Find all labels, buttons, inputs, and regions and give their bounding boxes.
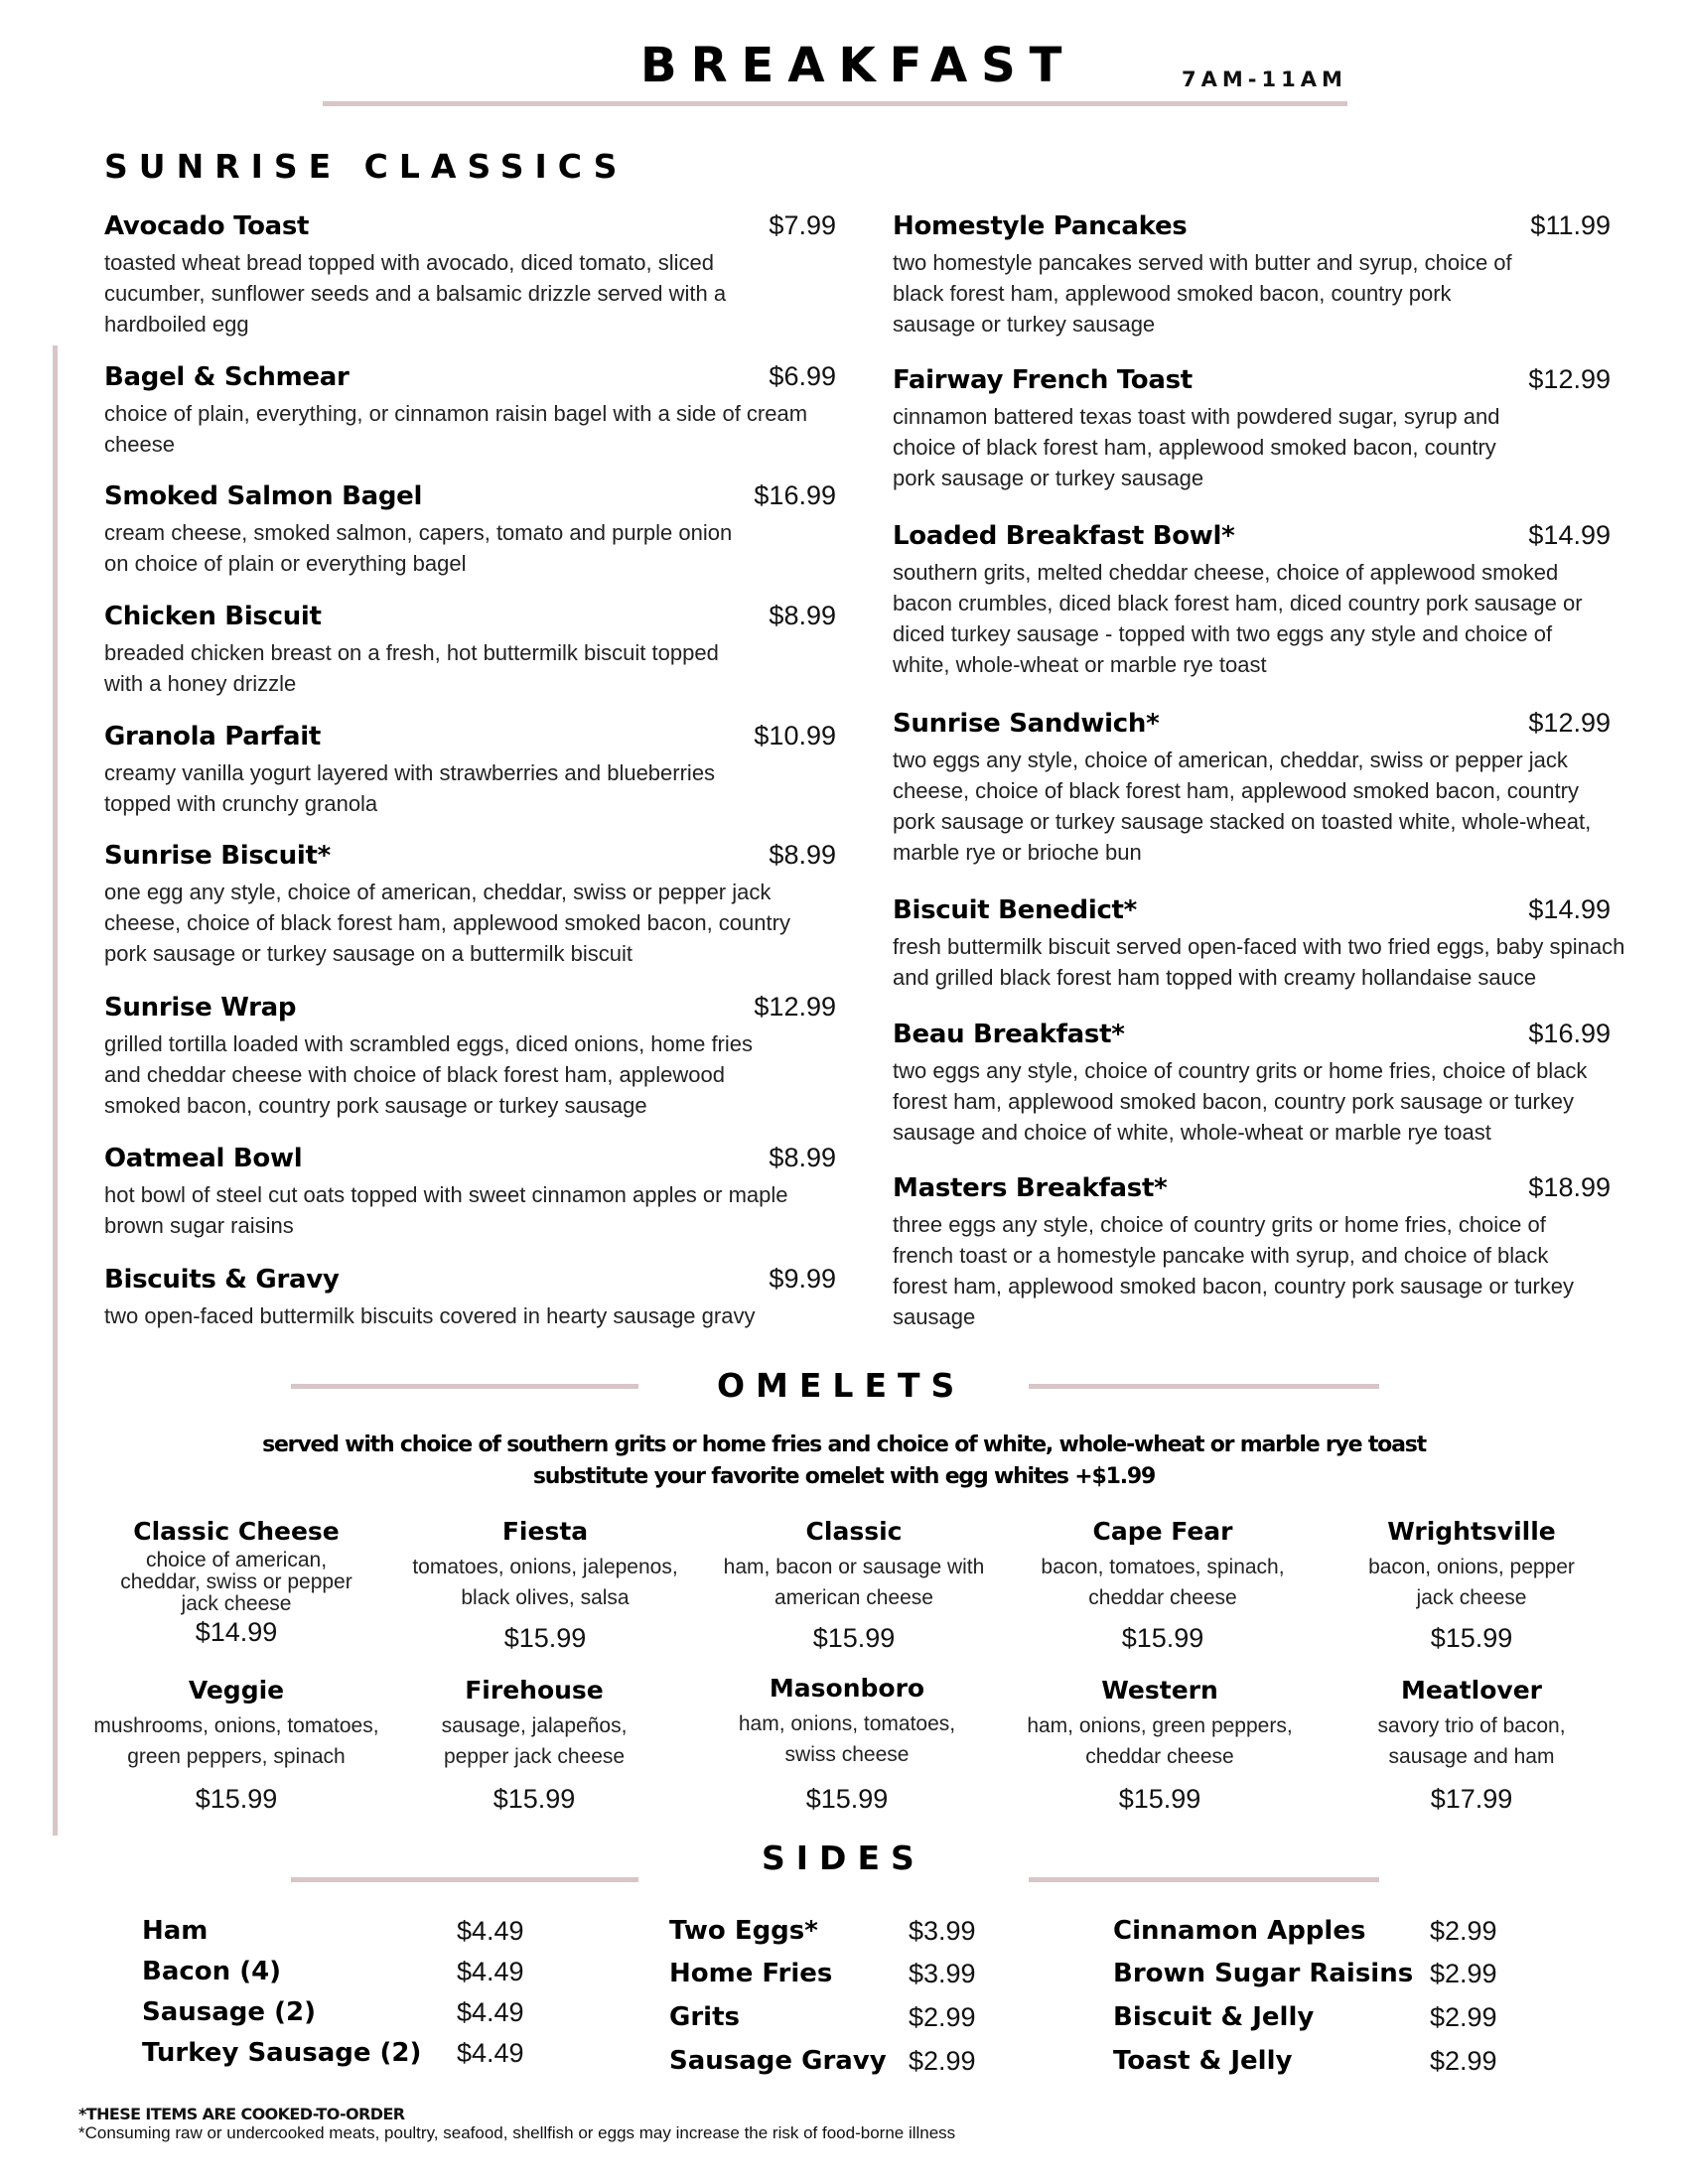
omelet-name: Wrightsville: [1387, 1517, 1556, 1546]
omelets-divider-right: [1029, 1384, 1379, 1389]
omelet-item: [385, 1676, 683, 1815]
item-price: $16.99: [754, 480, 836, 510]
omelet-name: Veggie: [188, 1676, 285, 1705]
menu-item: [104, 361, 836, 460]
omelet-item: [87, 1676, 385, 1815]
item-name: Fairway French Toast: [893, 365, 1193, 395]
item-name: Sunrise Sandwich*: [893, 709, 1160, 739]
side-price: $2.99: [909, 2002, 976, 2032]
side-price: $3.99: [909, 1916, 976, 1946]
item-price: $12.99: [1528, 364, 1611, 394]
item-description: two eggs any style, choice of american, cheddar, swiss or pepper jack cheese, choice of black forest ham, applewood smoked bacon, country pork sausage or turkey sausage stacked on toasted white, whole-wheat, marble rye or brioche bun: [893, 748, 1592, 865]
item-name: Loaded Breakfast Bowl*: [893, 521, 1235, 551]
item-name: Sunrise Biscuit*: [104, 841, 331, 871]
item-description: three eggs any style, choice of country grits or home fries, choice of french toast or a homestyle pancake with syrup, and choice of black forest ham, applewood smoked bacon, country pork sausage or turkey sausage: [893, 1212, 1575, 1329]
omelet-description: ham, bacon or sausage with american cheese: [723, 1556, 985, 1609]
omelet-name: Cape Fear: [1092, 1517, 1233, 1546]
item-price: $12.99: [754, 992, 836, 1022]
omelet-item: [1011, 1676, 1309, 1815]
omelet-description: choice of american, cheddar, swiss or pepper jack cheese: [120, 1549, 352, 1615]
sides-divider-right: [1029, 1877, 1379, 1882]
omelets-note-egg-whites: substitute your favorite omelet with egg whites +$1.99: [532, 1464, 1156, 1489]
item-name: Smoked Salmon Bagel: [104, 481, 423, 511]
omelet-name: Classic Cheese: [133, 1517, 340, 1546]
omelet-price: $17.99: [1430, 1784, 1513, 1814]
omelet-price: $15.99: [1118, 1784, 1201, 1814]
omelet-description: ham, onions, tomatoes, swiss cheese: [738, 1712, 956, 1766]
omelet-description: ham, onions, green peppers, cheddar cheese: [1027, 1714, 1293, 1768]
side-name: Cinnamon Apples: [1113, 1916, 1366, 1946]
item-description: southern grits, melted cheddar cheese, choice of applewood smoked bacon crumbles, diced black forest ham, diced country pork sausage or diced turkey sausage - topped with two eggs any style and choice of white, whole-wheat or marble rye toast: [893, 560, 1583, 677]
item-price: $8.99: [769, 601, 836, 630]
omelet-item: [396, 1517, 694, 1654]
side-name: Home Fries: [669, 1959, 833, 1988]
side-price: $2.99: [1430, 1916, 1497, 1946]
item-name: Homestyle Pancakes: [893, 211, 1188, 241]
title-divider: [323, 101, 1347, 106]
section-heading-sides: SIDES: [762, 1839, 925, 1877]
omelet-description: mushrooms, onions, tomatoes, green peppers, spinach: [93, 1714, 379, 1768]
menu-item: [893, 708, 1611, 868]
omelet-item: [698, 1674, 996, 1815]
item-price: $16.99: [1528, 1019, 1611, 1048]
side-name: Sausage (2): [142, 1997, 316, 2027]
side-name: Sausage Gravy: [669, 2046, 887, 2076]
omelet-name: Masonboro: [769, 1674, 925, 1703]
side-name: Toast & Jelly: [1113, 2046, 1293, 2076]
side-price: $2.99: [1430, 2002, 1497, 2032]
section-heading-omelets: OMELETS: [717, 1366, 966, 1405]
item-description: two open-faced buttermilk biscuits covered in hearty sausage gravy: [104, 1303, 756, 1328]
item-description: cinnamon battered texas toast with powdered sugar, syrup and choice of black forest ham, applewood smoked bacon, country pork sausage or turkey sausage: [893, 404, 1500, 490]
omelet-description: bacon, tomatoes, spinach, cheddar cheese: [1041, 1556, 1285, 1609]
side-price: $2.99: [1430, 2046, 1497, 2076]
item-name: Biscuits & Gravy: [104, 1265, 340, 1295]
omelets-note: [99, 1430, 1589, 1493]
item-description: two homestyle pancakes served with butter and syrup, choice of black forest ham, applewood smoked bacon, country pork sausage or turkey sausage: [893, 250, 1512, 337]
item-name: Biscuit Benedict*: [893, 895, 1137, 925]
item-price: $6.99: [769, 361, 836, 391]
omelet-price: $15.99: [805, 1784, 889, 1814]
omelet-price: $15.99: [812, 1623, 896, 1653]
menu-item: [893, 1172, 1611, 1332]
omelets-divider-left: [291, 1384, 638, 1389]
item-price: $7.99: [769, 210, 836, 240]
menu-item: [893, 894, 1625, 993]
item-description: creamy vanilla yogurt layered with strawberries and blueberries topped with crunchy granola: [104, 760, 716, 816]
omelet-description: sausage, jalapeños, pepper jack cheese: [441, 1714, 628, 1768]
omelet-price: $14.99: [195, 1617, 278, 1647]
omelet-item: [705, 1517, 1003, 1654]
omelet-name: Western: [1101, 1676, 1218, 1705]
item-description: one egg any style, choice of american, cheddar, swiss or pepper jack cheese, choice of black forest ham, applewood smoked bacon, country pork sausage or turkey sausage on a buttermilk biscuit: [104, 880, 790, 966]
menu-item: [104, 840, 836, 969]
side-price: $2.99: [909, 2046, 976, 2076]
omelet-description: savory trio of bacon, sausage and ham: [1377, 1714, 1566, 1768]
item-price: $14.99: [1528, 520, 1611, 550]
menu-item: [893, 210, 1611, 340]
item-description: cream cheese, smoked salmon, capers, tomato and purple onion on choice of plain or everything bagel: [104, 520, 733, 576]
menu-item: [104, 480, 836, 579]
omelet-price: $15.99: [492, 1784, 576, 1814]
item-description: two eggs any style, choice of country grits or home fries, choice of black forest ham, applewood smoked bacon, country pork sausage or turkey sausage and choice of white, whole-wheat or marble rye toast: [893, 1058, 1588, 1145]
item-name: Bagel & Schmear: [104, 362, 350, 392]
side-price: $3.99: [909, 1959, 976, 1988]
omelet-item: [1323, 1676, 1620, 1815]
omelet-description: bacon, onions, pepper jack cheese: [1368, 1556, 1575, 1609]
menu-item: [104, 1143, 836, 1241]
item-name: Avocado Toast: [104, 211, 310, 241]
omelet-name: Classic: [805, 1517, 903, 1546]
side-name: Two Eggs*: [669, 1916, 818, 1946]
omelets-note-sides: served with choice of southern grits or home fries and choice of white, whole-wheat or marble rye toast: [262, 1433, 1426, 1457]
side-name: Turkey Sausage (2): [142, 2038, 422, 2068]
item-price: $14.99: [1528, 894, 1611, 924]
omelet-price: $15.99: [195, 1784, 278, 1814]
side-price: $4.49: [457, 1997, 524, 2027]
page-title: BREAKFAST: [640, 38, 1076, 93]
menu-item: [893, 520, 1611, 680]
side-name: Grits: [669, 2002, 740, 2032]
side-price: $2.99: [1430, 1959, 1497, 1988]
omelet-item: [87, 1517, 385, 1648]
item-name: Sunrise Wrap: [104, 993, 297, 1023]
omelet-description: tomatoes, onions, jalepenos, black olives, salsa: [412, 1556, 678, 1609]
item-price: $8.99: [769, 840, 836, 870]
item-price: $18.99: [1528, 1172, 1611, 1202]
item-description: breaded chicken breast on a fresh, hot buttermilk biscuit topped with a honey drizzle: [104, 640, 719, 696]
menu-item: [104, 1264, 836, 1331]
item-description: hot bowl of steel cut oats topped with sweet cinnamon apples or maple brown sugar raisins: [104, 1182, 788, 1238]
omelet-name: Fiesta: [501, 1517, 589, 1546]
left-accent-bar: [53, 345, 58, 1836]
omelet-item: [1014, 1517, 1312, 1654]
item-price: $9.99: [769, 1264, 836, 1294]
side-name: Biscuit & Jelly: [1113, 2002, 1315, 2032]
omelet-price: $15.99: [1121, 1623, 1204, 1653]
menu-item: [104, 210, 836, 340]
side-name: Bacon (4): [142, 1957, 282, 1986]
item-name: Oatmeal Bowl: [104, 1144, 303, 1173]
omelet-name: Meatlover: [1401, 1676, 1542, 1705]
side-name: Brown Sugar Raisins: [1113, 1959, 1414, 1988]
food-safety-disclaimer: *Consuming raw or undercooked meats, poultry, seafood, shellfish or eggs may increase the risk of food-borne illness: [78, 2123, 956, 2142]
item-description: toasted wheat bread topped with avocado, diced tomato, sliced cucumber, sunflower seeds and a balsamic drizzle served with a hardboiled egg: [104, 250, 727, 337]
item-price: $10.99: [754, 721, 836, 751]
item-price: $12.99: [1528, 708, 1611, 738]
menu-item: [104, 992, 836, 1121]
service-hours: 7AM-11AM: [1182, 68, 1347, 91]
side-price: $4.49: [457, 1916, 524, 1946]
omelet-price: $15.99: [503, 1623, 587, 1653]
item-description: choice of plain, everything, or cinnamon raisin bagel with a side of cream cheese: [104, 401, 808, 457]
side-price: $4.49: [457, 1957, 524, 1986]
omelet-price: $15.99: [1430, 1623, 1513, 1653]
item-name: Granola Parfait: [104, 722, 322, 751]
sides-divider-left: [291, 1877, 638, 1882]
item-name: Chicken Biscuit: [104, 602, 322, 631]
item-description: fresh buttermilk biscuit served open-faced with two fried eggs, baby spinach and grilled black forest ham topped with creamy hollandaise sauce: [893, 934, 1625, 990]
omelet-name: Firehouse: [465, 1676, 604, 1705]
side-price: $4.49: [457, 2038, 524, 2068]
side-name: Ham: [142, 1916, 209, 1946]
menu-item: [893, 364, 1611, 493]
cooked-to-order-note: *THESE ITEMS ARE COOKED-TO-ORDER: [78, 2105, 405, 2123]
item-name: Masters Breakfast*: [893, 1173, 1168, 1203]
menu-item: [104, 601, 836, 699]
section-heading-sunrise-classics: SUNRISE CLASSICS: [104, 147, 629, 186]
item-price: $11.99: [1530, 210, 1611, 240]
item-name: Beau Breakfast*: [893, 1020, 1125, 1049]
menu-item: [104, 721, 836, 819]
omelet-item: [1323, 1517, 1620, 1654]
item-price: $8.99: [769, 1143, 836, 1172]
item-description: grilled tortilla loaded with scrambled eggs, diced onions, home fries and cheddar cheese with choice of black forest ham, applewood smoked bacon, country pork sausage or turkey sausage: [104, 1031, 754, 1118]
menu-item: [893, 1019, 1611, 1148]
